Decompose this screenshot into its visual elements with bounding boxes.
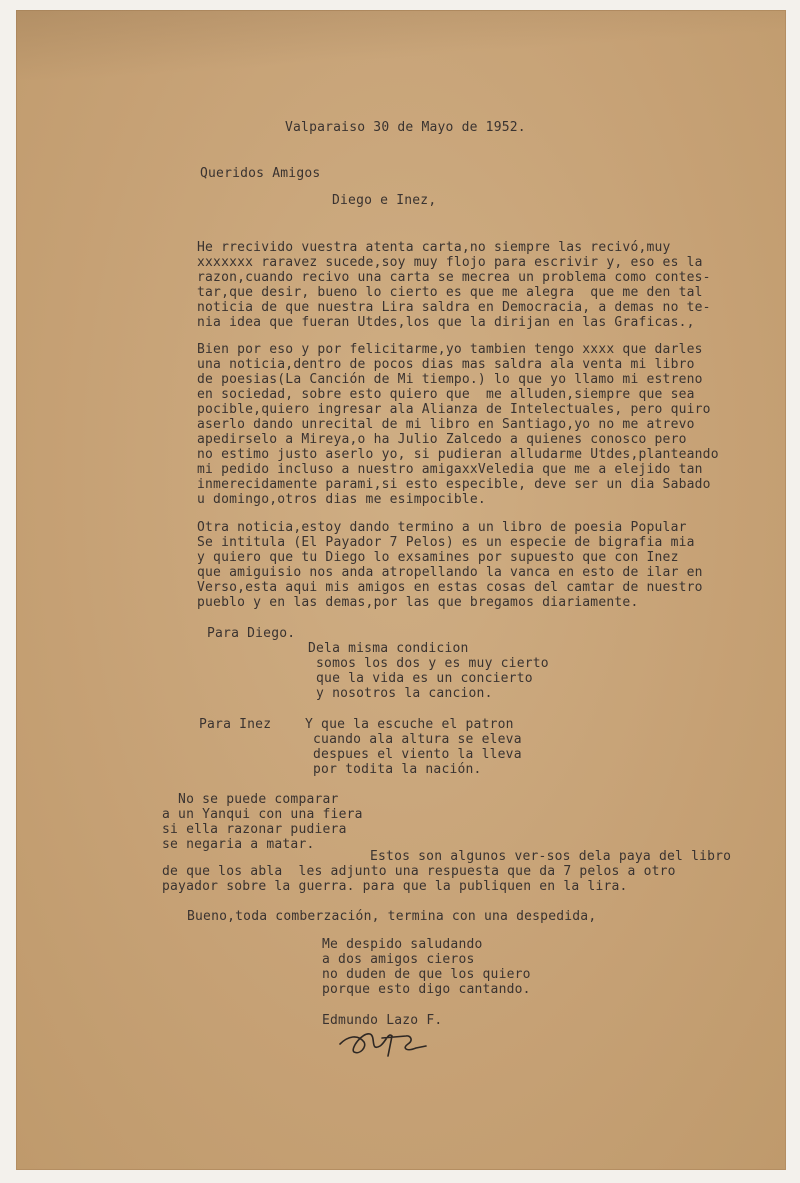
signature-name: Edmundo Lazo F. [322,1013,443,1028]
handwritten-signature-icon [336,1022,431,1062]
paragraph-1: He rrecivido vuestra atenta carta,no siempre las recivó,muy xxxxxxx raravez sucede,soy muy flojo para escrivir y, eso es la razon,cuando recivo una carta se mecrea un problema como contes- tar,que desir, bueno lo cierto es que me alegra que me den tal noticia de que nuestra Lira saldra en Democracia, a demas no te- nia idea que fueran Utdes,los que la dirijan en las Graficas., [197,240,711,330]
yanqui-stanza: No se puede comparar a un Yanqui con una fiera si ella razonar pudiera se negaria a matar. [162,792,363,852]
para-diego-label: Para Diego. [207,626,296,641]
paper-fold-shadow [16,10,786,80]
salutation: Queridos Amigos [200,166,321,181]
paragraph-3: Otra noticia,estoy dando termino a un libro de poesia Popular Se intitula (El Payador 7 Pelos) es un especie de bigrafia mia y quiero que tu Diego lo exsamines por supuesto que con Inez que amiguisio nos anda atropellando la vanca en esto de ilar en Verso,esta aqui mis amigos en estas cosas del camtar de nuestro pueblo y en las demas,por las que bregamos diariamente. [197,520,703,610]
para-inez-label: Para Inez [199,717,272,732]
paragraph-2: Bien por eso y por felicitarme,yo tambien tengo xxxx que darles una noticia,dentro de pocos dias mas saldra ala venta mi libro de poesias(La Canción de Mi tiempo.) lo que yo llamo mi estreno en sociedad, sobre esto quiero que me alluden,siempre que sea pocible,quiero ingresar ala Alianza de Intelectuales, pero quiro aserlo dando unrecital de mi libro en Santiago,yo no me atrevo apedirselo a Mireya,o ha Julio Zalcedo a quienes conosco pero no estimo justo aserlo yo, si pudieran alludarme Utdes,planteando mi pedido incluso a nuestro amigaxxVeledia que me a elejido tan inmerecidamente parami,si esto especible, deve ser un dia Sabado u domingo,otros dias me esimpocible. [197,342,719,507]
para-diego-verse: Dela misma condicion somos los dos y es muy cierto que la vida es un concierto y nosotros la cancion. [308,641,549,701]
letter-heading: Valparaiso 30 de Mayo de 1952. [285,120,526,135]
stanza-note-first-line: Estos son algunos ver-sos dela paya del libro [370,849,732,864]
para-inez-verse: Y que la escuche el patron cuando ala altura se eleva despues el viento la lleva por todita la nación. [305,717,522,777]
recipients: Diego e Inez, [332,193,437,208]
stanza-note: de que los abla les adjunto una respuesta que da 7 pelos a otro payador sobre la guerra. para que la publiquen en la lira. [162,864,676,894]
farewell-verse: Me despido saludando a dos amigos cieros no duden de que los quiero porque esto digo cantando. [322,937,531,997]
closing-line: Bueno,toda comberzación, termina con una despedida, [187,909,597,924]
